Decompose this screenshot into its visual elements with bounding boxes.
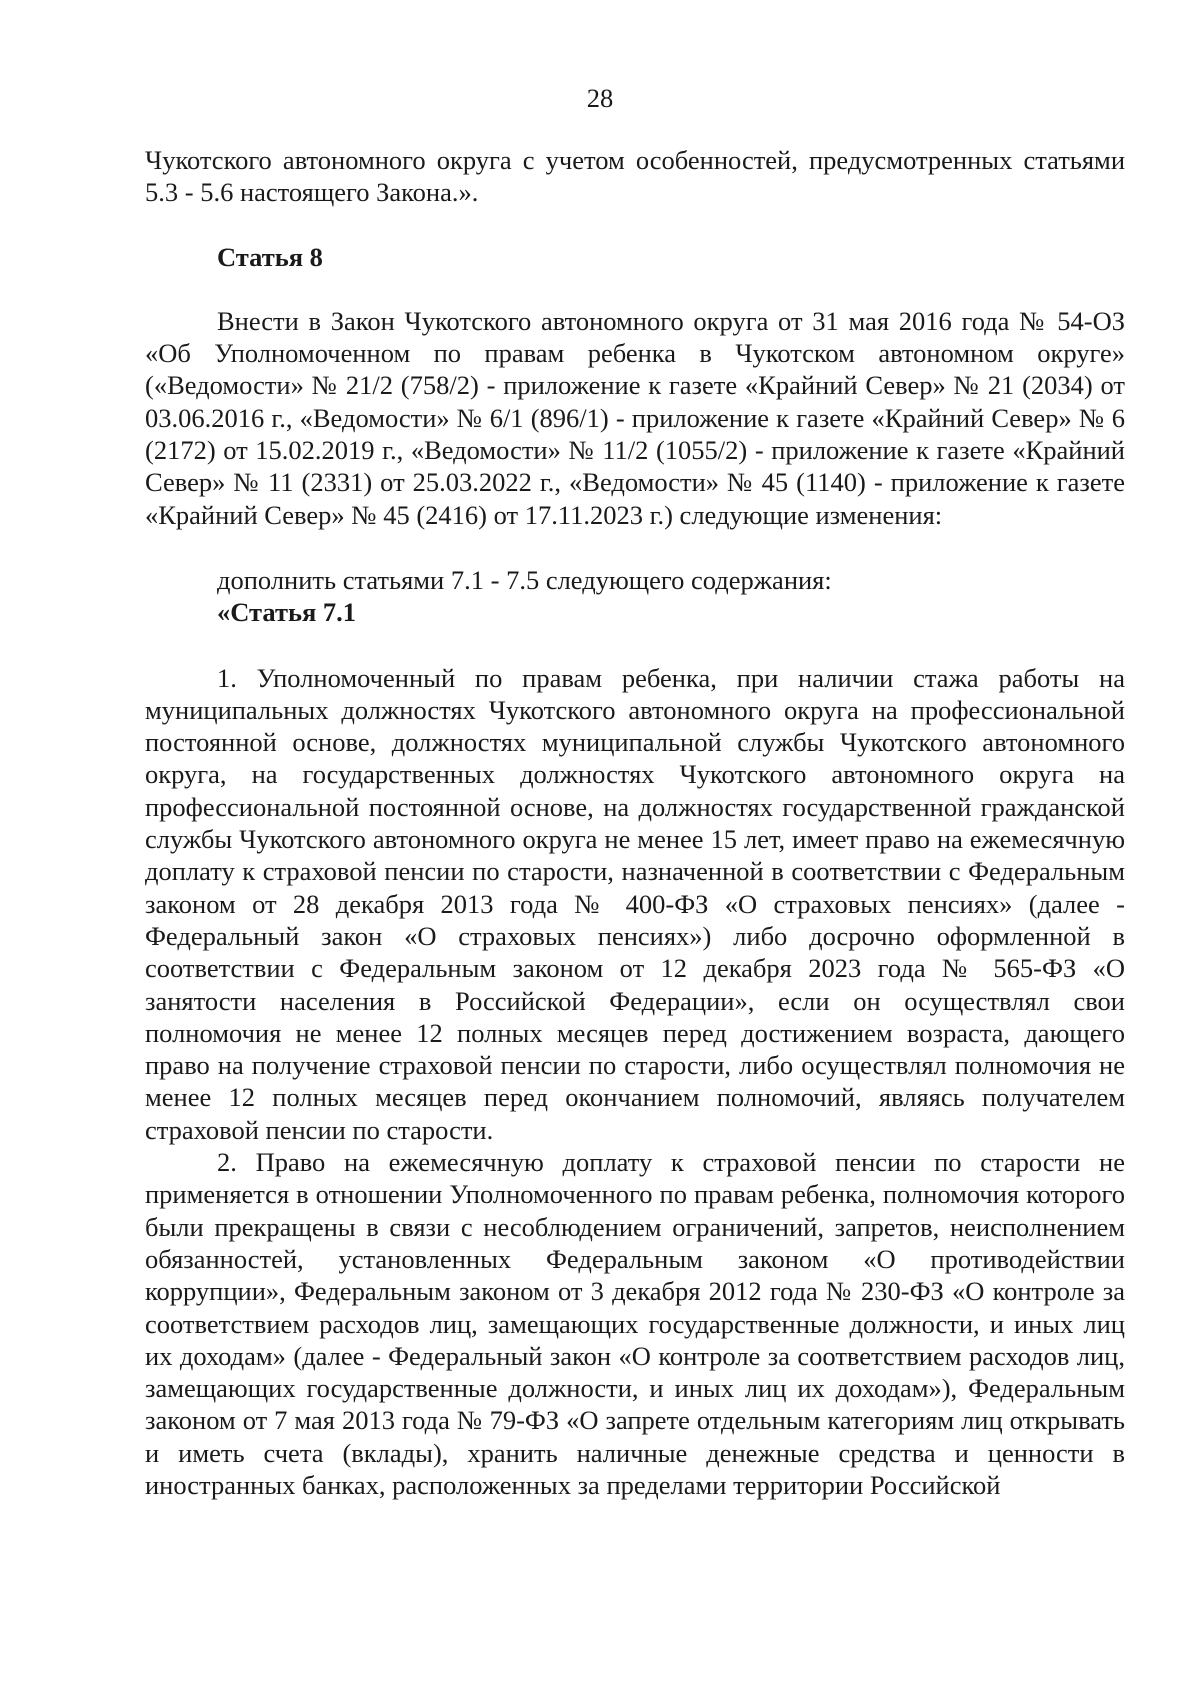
page-number: 28	[586, 83, 614, 113]
article-8-paragraph: Внести в Закон Чукотского автономного округа от 31 мая 2016 года № 54-ОЗ «Об Уполномоченном по правам ребенка в Чукотском автономном округе» («Ведомости» № 21/2 (758/2) - приложение к газете «Крайний Север» № 21 (2034) от 03.06.2016 г., «Ведомости» № 6/1 (896/1) - приложение к газете «Крайний Север» № 6 (2172) от 15.02.2019 г., «Ведомости» № 11/2 (1055/2) - приложение к газете «Крайний Север» № 11 (2331) от 25.03.2022 г., «Ведомости» № 45 (1140) - приложение к газете «Крайний Север» № 45 (2416) от 17.11.2023 г.) следующие изменения:	[145, 305, 1125, 530]
article-7-1-point-1: 1. Уполномоченный по правам ребенка, при наличии стажа работы на муниципальных должностях Чукотского автономного округа на профессиональной постоянной основе, должностях муниципальной службы Чукотского автономного округа, на государственных должностях Чукотского автономного округа на профессиональной постоянной основе, на должностях государственной гражданской службы Чукотского автономного округа не менее 15 лет, имеет право на ежемесячную доплату к страховой пенсии по старости, назначенной в соответствии с Федеральным законом от 28 декабря 2013 года № 400-ФЗ «О страховых пенсиях» (далее - Федеральный закон «О страховых пенсиях») либо досрочно оформленной в соответствии с Федеральным законом от 12 декабря 2023 года № 565-ФЗ «О занятости населения в Российской Федерации», если он осуществлял свои полномочия не менее 12 полных месяцев перед достижением возраста, дающего право на получение страховой пенсии по старости, либо осуществлял полномочия не менее 12 полных месяцев перед окончанием полномочий, являясь получателем страховой пенсии по старости.	[145, 662, 1125, 1145]
article-8-heading: Статья 8	[217, 241, 323, 272]
supplement-line: дополнить статьями 7.1 - 7.5 следующего содержания:	[217, 564, 832, 595]
intro-paragraph: Чукотского автономного округа с учетом особенностей, предусмотренных статьями 5.3 - 5.6 настоящего Закона.».	[145, 145, 1125, 208]
article-7-1-heading: «Статья 7.1	[217, 597, 357, 628]
article-7-1-point-2: 2. Право на ежемесячную доплату к страховой пенсии по старости не применяется в отношении Уполномоченного по правам ребенка, полномочия которого были прекращены в связи с несоблюдением ограничений, запретов, неисполнением обязанностей, установленных Федеральным законом «О противодействии коррупции», Федеральным законом от 3 декабря 2012 года № 230-ФЗ «О контроле за соответствием расходов лиц, замещающих государственные должности, и иных лиц их доходам» (далее - Федеральный закон «О контроле за соответствием расходов лиц, замещающих государственные должности, и иных лиц их доходам»), Федеральным законом от 7 мая 2013 года № 79-ФЗ «О запрете отдельным категориям лиц открывать и иметь счета (вклады), хранить наличные денежные средства и ценности в иностранных банках, расположенных за пределами территории Российской	[145, 1147, 1125, 1500]
document-body	[145, 144, 1125, 1501]
